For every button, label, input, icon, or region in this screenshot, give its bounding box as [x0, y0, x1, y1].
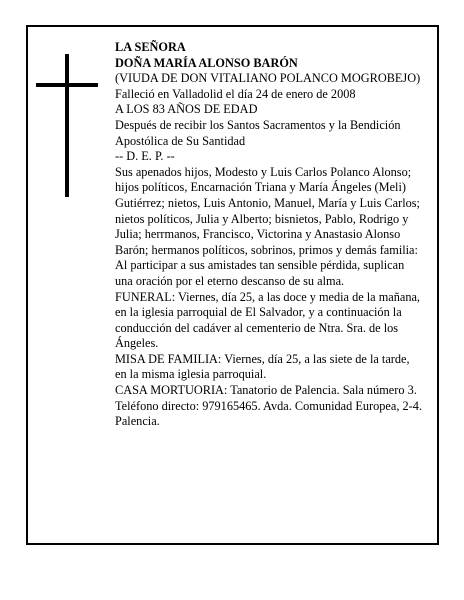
cross-horizontal-bar — [36, 83, 98, 87]
mortuary-paragraph: CASA MORTUORIA: Tanatorio de Palencia. Sala número 3. Teléfono directo: 979165465. Avda. Comunidad Europea, 2-4. Palencia. — [115, 383, 422, 429]
widow-line: (VIUDA DE DON VITALIANO POLANCO MOGROBEJO) — [115, 71, 421, 86]
prayer-paragraph: Al participar a sus amistades tan sensible pérdida, suplican una oración por el eterno descanso de su alma. — [115, 258, 405, 288]
age-line: A LOS 83 AÑOS DE EDAD — [115, 102, 258, 117]
notice-title: LA SEÑORA — [115, 40, 186, 54]
cross-icon — [36, 54, 98, 197]
cross-vertical-bar — [65, 54, 69, 197]
deceased-name: DOÑA MARÍA ALONSO BARÓN — [115, 55, 298, 70]
dep-line: -- D. E. P. -- — [115, 149, 175, 164]
family-paragraph: Sus apenados hijos, Modesto y Luis Carlos Polanco Alonso; hijos políticos, Encarnación Triana y María Ángeles (Meli) Gutiérrez; nietos, Luis Antonio, Manuel, María y Luis Carlos; nietos políticos, Julia y Alberto; bisnietos, Pablo, Rodrigo y Julia; herrmanos, Francisco, Victorina y Anastasio Alonso Barón; hermanos políticos, sobrinos, primos y demás familia: — [115, 164, 420, 257]
mass-paragraph: MISA DE FAMILIA: Viernes, día 25, a las siete de la tarde, en la misma iglesia parroquial. — [115, 351, 410, 382]
death-line: Falleció en Valladolid el día 24 de enero de 2008 — [115, 86, 356, 101]
obituary-text — [115, 40, 423, 430]
sacraments-line: Después de recibir los Santos Sacramentos y la Bendición Apostólica de Su Santidad — [115, 117, 401, 148]
funeral-paragraph: FUNERAL: Viernes, día 25, a las doce y media de la mañana, en la iglesia parroquial de El Salvador, y a continuación la conducción del cadáver al cementerio de Ntra. Sra. de los Ángeles. — [115, 289, 421, 351]
